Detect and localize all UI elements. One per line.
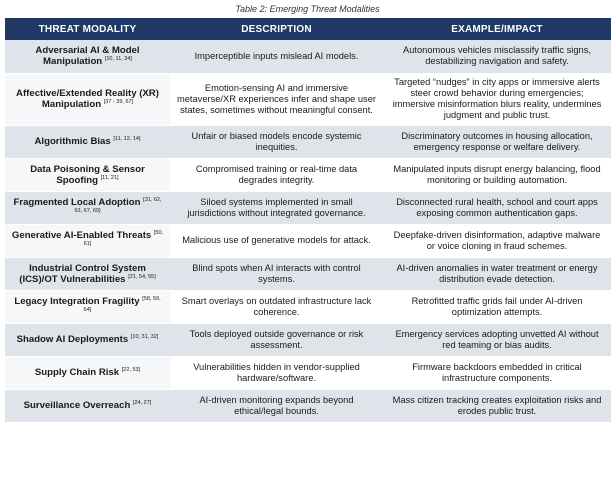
example-cell: Mass citizen tracking creates exploitation risks and erodes public trust. — [383, 389, 611, 422]
table-row — [5, 323, 611, 356]
threat-modality-cell — [5, 125, 170, 158]
citation-refs: [37 - 39, 67] — [103, 98, 134, 105]
modality-name: Algorithmic Bias — [34, 136, 111, 147]
threat-modality-cell — [5, 40, 170, 73]
table-row — [5, 224, 611, 257]
example-cell: Targeted “nudges” in city apps or immersive alerts steer crowd behavior during emergencies; immersive misinformation blurs reality, undermines judgment and public trust. — [383, 73, 611, 125]
modality-name: Supply Chain Risk — [34, 367, 120, 378]
threat-modality-cell — [5, 323, 170, 356]
threat-modality-cell — [5, 73, 170, 125]
citation-refs: [11, 12, 14] — [113, 135, 141, 142]
description-cell: Tools deployed outside governance or risk assessment. — [170, 323, 383, 356]
description-cell: Emotion-sensing AI and immersive metaverse/XR experiences infer and shape user states, sometimes without meaningful consent. — [170, 73, 383, 125]
citation-refs: [10, 11, 34] — [104, 56, 132, 63]
description-cell: Compromised training or real-time data degrades integrity. — [170, 158, 383, 191]
table-row — [5, 73, 611, 125]
description-cell: Unfair or biased models encode systemic inequities. — [170, 125, 383, 158]
description-cell: AI-driven monitoring expands beyond ethical/legal bounds. — [170, 389, 383, 422]
header-threat-modality: THREAT MODALITY — [5, 18, 170, 40]
description-cell: Smart overlays on outdated infrastructure lack coherence. — [170, 290, 383, 323]
description-cell: Siloed systems implemented in small jurisdictions without integrated governance. — [170, 191, 383, 224]
table-row — [5, 40, 611, 73]
citation-refs: [50, 61] — [83, 229, 164, 247]
threat-modalities-table — [5, 18, 611, 423]
citation-refs: [22, 53] — [121, 366, 141, 373]
example-cell: Disconnected rural health, school and court apps exposing common authentication gaps. — [383, 191, 611, 224]
citation-refs: [31, 62, 63, 67, 69] — [74, 196, 162, 214]
citation-refs: [21, 54, 55] — [128, 273, 156, 280]
modality-name: Fragmented Local Adoption — [13, 196, 141, 208]
example-cell: Manipulated inputs disrupt energy balancing, flood monitoring or building automation. — [383, 158, 611, 191]
example-cell: Firmware backdoors embedded in critical infrastructure components. — [383, 356, 611, 389]
table-caption: Table 2: Emerging Threat Modalities — [235, 4, 380, 14]
citation-refs: [10, 31, 32] — [130, 333, 159, 340]
description-cell: Vulnerabilities hidden in vendor-supplied hardware/software. — [170, 356, 383, 389]
citation-refs: [58, 59, 64] — [83, 295, 161, 313]
threat-modality-cell — [5, 158, 170, 191]
description-cell: Malicious use of generative models for attack. — [170, 224, 383, 257]
modality-name: Legacy Integration Fragility — [14, 295, 140, 307]
modality-name: Adversarial AI & Model Manipulation — [35, 45, 140, 68]
table-row — [5, 290, 611, 323]
table-row — [5, 191, 611, 224]
header-example-impact: EXAMPLE/IMPACT — [383, 18, 611, 40]
table-row — [5, 389, 611, 422]
description-cell: Imperceptible inputs mislead AI models. — [170, 40, 383, 73]
example-cell: AI-driven anomalies in water treatment or energy distribution evade detection. — [383, 257, 611, 290]
threat-modality-cell — [5, 389, 170, 422]
header-description: DESCRIPTION — [170, 18, 383, 40]
table-header-row — [5, 18, 611, 40]
example-cell: Retrofitted traffic grids fail under AI-driven optimization attempts. — [383, 290, 611, 323]
modality-name: Shadow AI Deployments — [16, 334, 129, 345]
example-cell: Autonomous vehicles misclassify traffic signs, destabilizing navigation and safety. — [383, 40, 611, 73]
example-cell: Discriminatory outcomes in housing allocation, emergency response or welfare delivery. — [383, 125, 611, 158]
threat-modality-cell — [5, 224, 170, 257]
threat-modality-cell — [5, 290, 170, 323]
table-row — [5, 356, 611, 389]
citation-refs: [11, 21] — [100, 174, 119, 181]
modality-name: Industrial Control System (ICS)/OT Vulnerabilities — [19, 262, 146, 285]
table-row — [5, 158, 611, 191]
threat-modality-cell — [5, 257, 170, 290]
table-row — [5, 125, 611, 158]
modality-name: Generative AI-Enabled Threats — [11, 229, 152, 241]
modality-name: Data Poisoning & Sensor Spoofing — [30, 163, 145, 186]
example-cell: Emergency services adopting unvetted AI without red teaming or bias audits. — [383, 323, 611, 356]
modality-name: Surveillance Overreach — [23, 400, 131, 411]
description-cell: Blind spots when AI interacts with control systems. — [170, 257, 383, 290]
modality-name: Affective/Extended Reality (XR) Manipulation — [16, 88, 159, 110]
threat-modality-cell — [5, 356, 170, 389]
table-row — [5, 257, 611, 290]
threat-modality-cell — [5, 191, 170, 224]
citation-refs: [24, 27] — [132, 399, 152, 406]
example-cell: Deepfake-driven disinformation, adaptive malware or voice cloning in fraud schemes. — [383, 224, 611, 257]
